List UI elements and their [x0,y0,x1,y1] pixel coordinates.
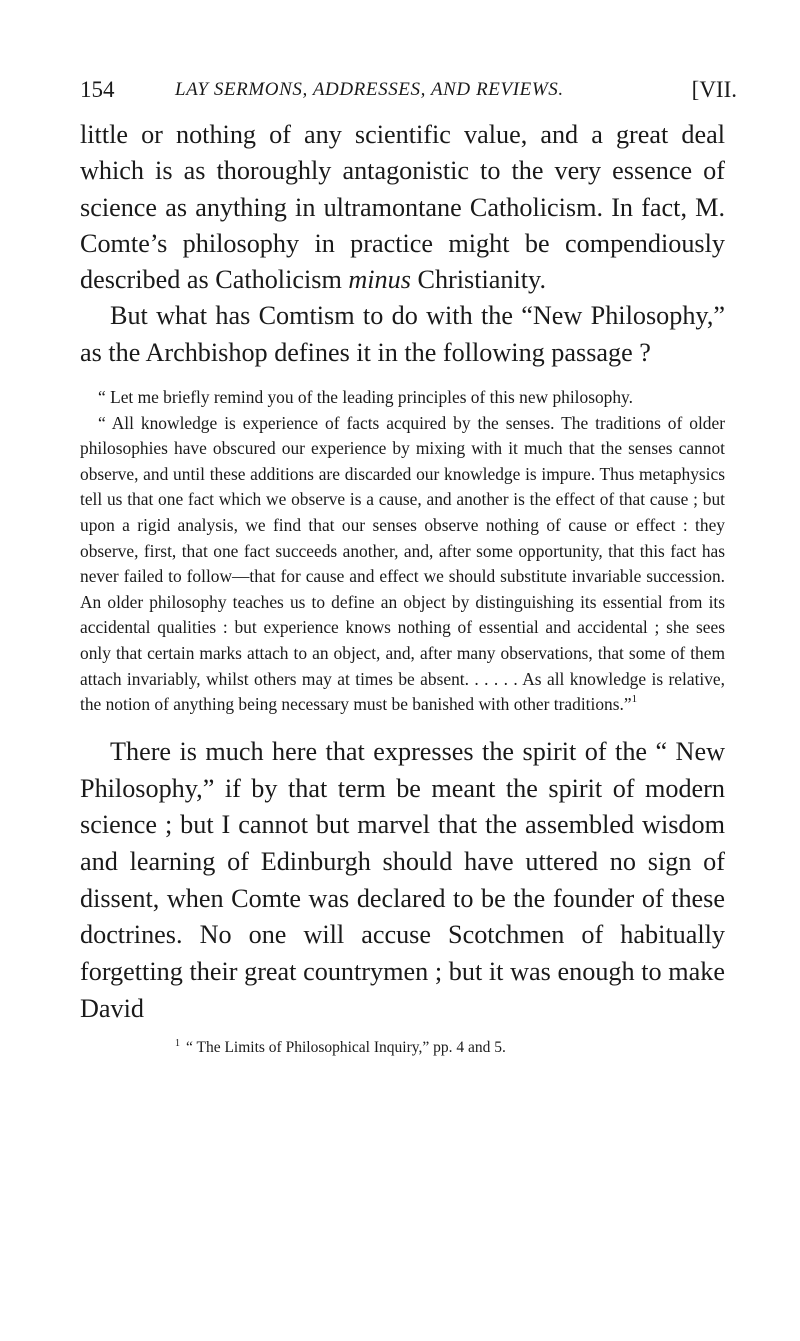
running-head [80,72,737,108]
footnote [80,1037,725,1059]
section-marker: [VII. [691,77,737,102]
paragraph-2: But what has Comtism to do with the “New Philosophy,” as the Archbishop defines it in the following passage ? [80,301,725,367]
paragraph-1 [80,117,725,298]
quotation-paragraph-1: “ Let me briefly remind you of the leading principles of this new philosophy. [98,387,633,408]
paragraph-1-text: little or nothing of any scientific value, and a great deal which is as thoroughly antagonistic to the very essence of science as anything in ultramontane Catholicism. In fact, M. Comte’s philosophy in practice might be compendiously described as Catholicism [80,120,725,295]
paragraph-1-italic: minus [348,265,411,295]
footnote-marker: 1 [175,1038,180,1050]
footnote-reference: 1 [631,693,638,706]
footnote-text: “ The Limits of Philosophical Inquiry,” pp. 4 and 5. [186,1039,506,1057]
block-quotation [80,385,725,718]
paragraph-1-end: Christianity. [417,265,546,295]
page-number: 154 [80,77,115,102]
book-page [80,72,737,1059]
quotation-paragraph-2-text: “ All knowledge is experience of facts acquired by the senses. The traditions of older philosophies have obscured our experience by mixing with it much that the senses cannot observe, and until these additions are discarded our knowledge is impure. Thus metaphysics tell us that one fact which we observe is a cause, and another is the effect of that cause ; but upon a rigid analysis, we find that our senses observe nothing of cause or effect : they observe, first, that one fact succeeds another, and, after some opportunity, that this fact has never failed to follow—that for cause and effect we should substitute invariable succession. An older philosophy teaches us to define an object by distinguishing its essential from its accidental qualities : but experience knows nothing of essential and accidental ; she sees only that certain marks attach to an object, and, after many observations, that some of them attach invariably, whilst others may at times be absent. . . . . . As all knowledge is relative, the notion of anything being necessary must be banished with other traditions.” [80,412,725,715]
quotation-paragraph-2 [80,411,725,718]
running-title: LAY SERMONS, ADDRESSES, AND REVIEWS. [175,79,564,100]
paragraph-3: There is much here that expresses the spirit of the “ New Philosophy,” if by that term be meant the spirit of modern science ; but I cannot but marvel that the assembled wisdom and learning of Edinburgh should have uttered no sign of dissent, when Comte was declared to be the founder of these doctrines. No one will accuse Scotchmen of habitually forgetting their great countrymen ; but it was enough to make David [80,736,725,1023]
